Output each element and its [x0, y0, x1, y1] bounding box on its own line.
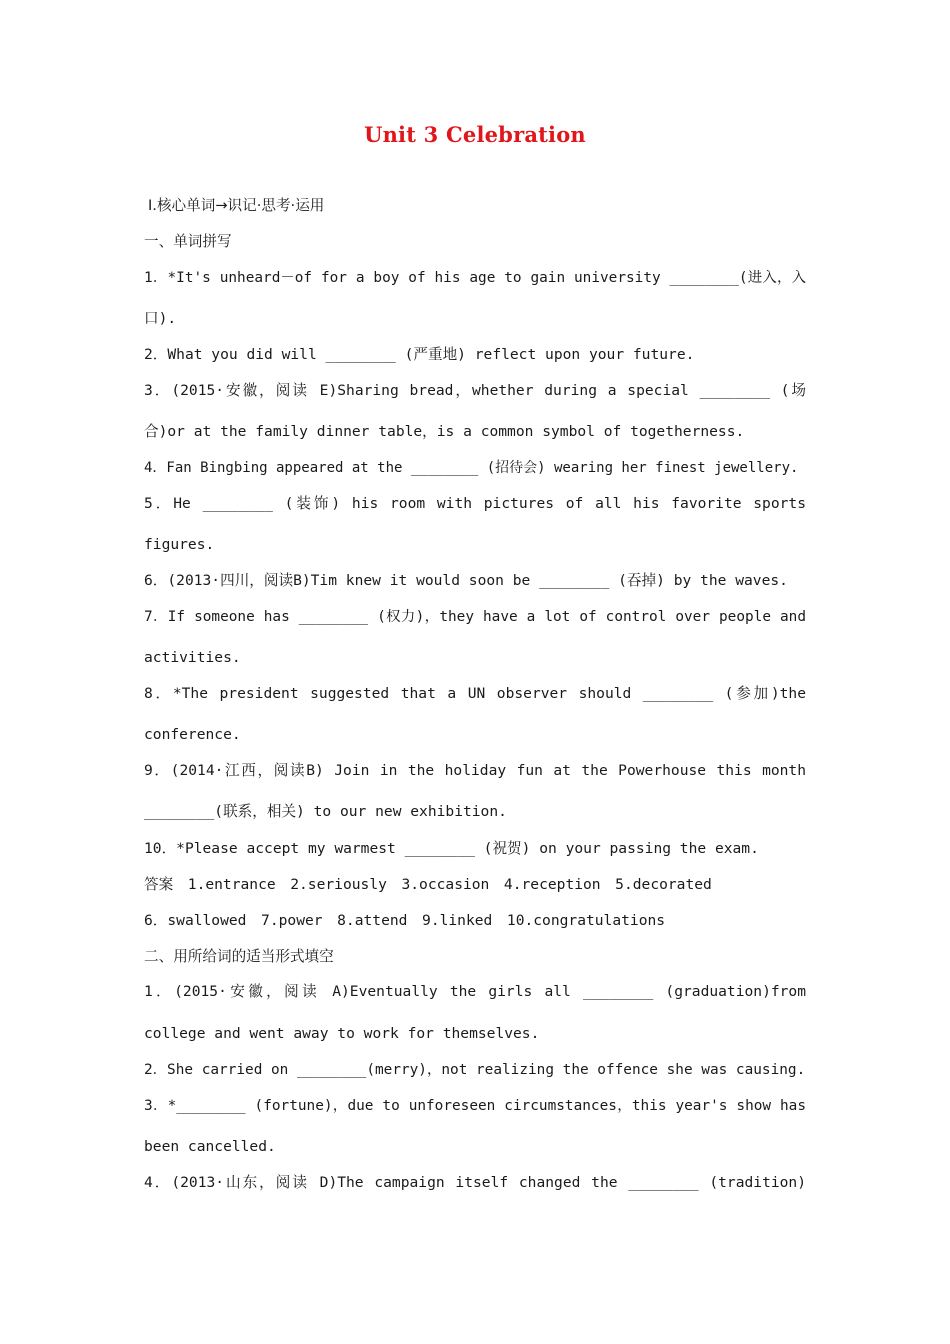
page-title: Unit 3 Celebration [364, 122, 586, 147]
exercise-line: 合)or at the family dinner table，is a common symbol of togetherness. [144, 423, 745, 440]
exercise-line: 4．Fan Bingbing appeared at the ________ (招待会) wearing her finest jewellery. [144, 460, 799, 476]
exercise-line: 1．*It's unheard－of for a boy of his age to gain university ________(进入，入 [144, 270, 806, 286]
exercise-line: 1．(2015·安徽，阅读 A)Eventually the girls all ________ (graduation)from [144, 983, 806, 1000]
exercise-line: 2．What you did will ________ (严重地) reflect upon your future. [144, 346, 695, 363]
exercise-line: 口). [144, 310, 177, 327]
exercise-line: 10．*Please accept my warmest ________ (祝贺) on your passing the exam. [144, 840, 759, 857]
exercise-line: 9．(2014·江西，阅读B) Join in the holiday fun at the Powerhouse this month [144, 762, 806, 779]
exercise-line: activities. [144, 649, 241, 666]
exercise-line: 3．*________ (fortune)，due to unforeseen circumstances，this year's show has [144, 1098, 806, 1114]
exercise-line: 2．She carried on ________(merry)，not realizing the offence she was causing. [144, 1062, 806, 1078]
exercise-line: been cancelled. [144, 1138, 276, 1155]
subsection-heading: 一、单词拼写 [144, 233, 232, 250]
exercise-line: 4．(2013·山东，阅读 D)The campaign itself changed the ________ (tradition) [144, 1174, 806, 1191]
exercise-line: 7．If someone has ________ (权力)，they have a lot of control over people and [144, 609, 806, 625]
exercise-line: 6．(2013·四川，阅读B)Tim knew it would soon be ________ (吞掉) by the waves. [144, 572, 788, 589]
exercise-line: figures. [144, 536, 215, 553]
exercise-line: ________(联系，相关) to our new exhibition. [144, 803, 507, 820]
exercise-line: 3．(2015·安徽，阅读 E)Sharing bread，whether during a special ________ (场 [144, 382, 806, 399]
exercise-line: college and went away to work for themselves. [144, 1025, 540, 1042]
exercise-line: 5．He ________ (装饰) his room with pictures of all his favorite sports [144, 495, 806, 512]
answer-line: 6．swallowed 7.power 8.attend 9.linked 10.congratulations [144, 912, 666, 929]
exercise-line: conference. [144, 726, 241, 743]
subsection-heading: 二、用所给词的适当形式填空 [144, 948, 334, 965]
answer-line: 答案 1.entrance 2.seriously 3.occasion 4.reception 5.decorated [144, 876, 712, 893]
exercise-line: 8．*The president suggested that a UN observer should ________ (参加)the [144, 685, 806, 702]
section-heading: Ⅰ.核心单词→识记·思考·运用 [148, 197, 325, 214]
